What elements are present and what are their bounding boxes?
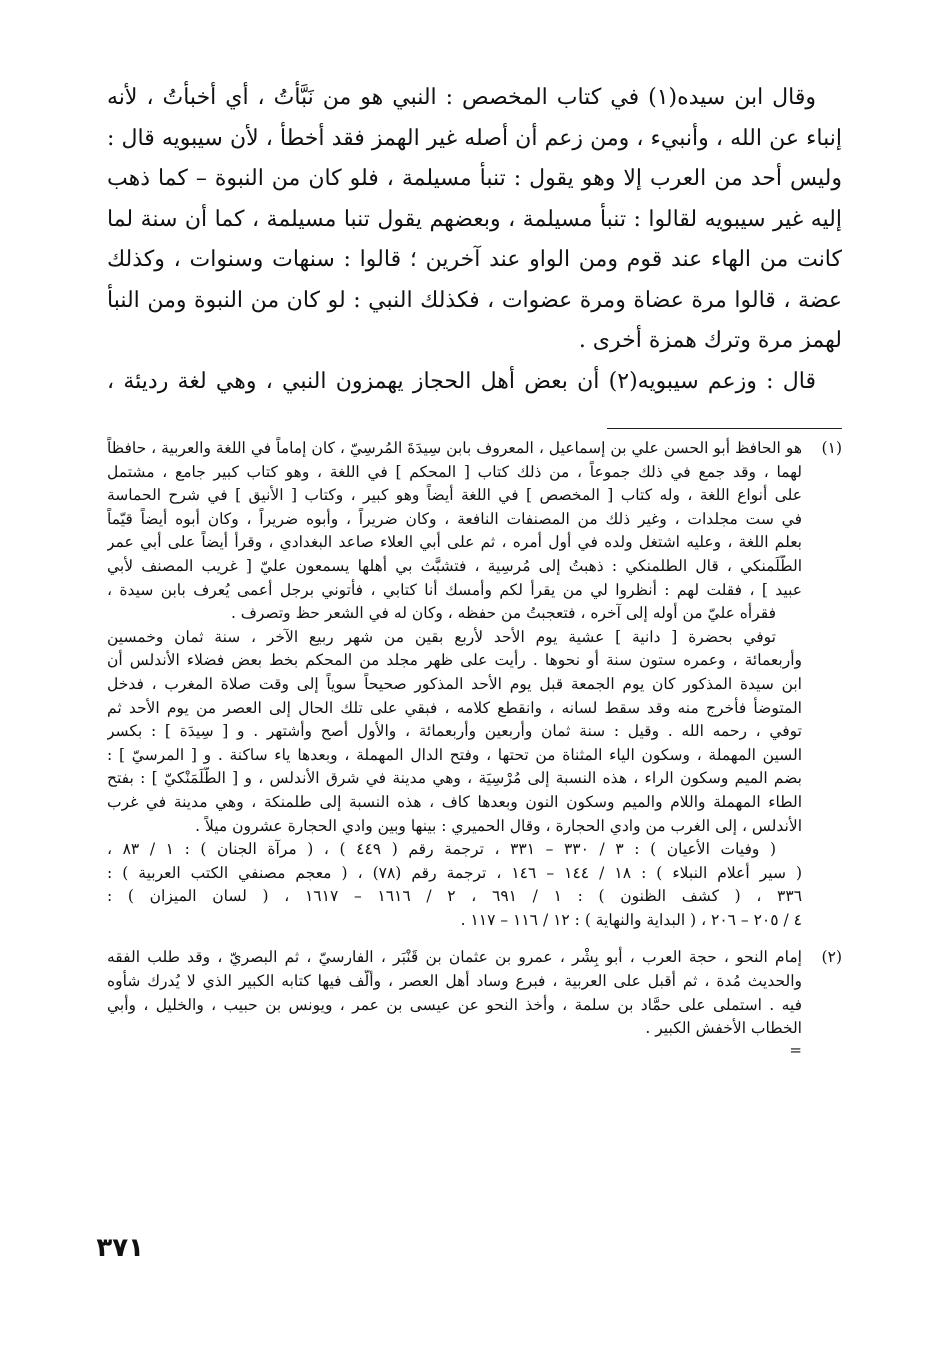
footnote-line: فقرأه عليّ من أوله إلى آخره ، فتعجبتُ من حفظه ، وكان له في الشعر حظ وتصرف . — [230, 604, 776, 623]
body-line: قال : وزعم سيبويه(٢) أن بعض أهل الحجاز يهمزون النبي ، وهي لغة رديئة ، — [107, 368, 816, 394]
footnote-number: (٢) — [821, 948, 842, 967]
footnote-2 — [107, 946, 842, 1060]
footnote-line: على أنواع اللغة ، وله كتاب [ المخصص ] في اللغة أيضاً وهو كبير ، وكتاب [ الأنيق ] في شرح الحماسة — [107, 486, 802, 505]
footnote-line: ٣٣٦ ، ( كشف الظنون ) : ١ / ٦٩١ ، ٢ / ١٦١٦ – ١٦١٧ ، ( لسان الميزان ) : — [107, 887, 802, 906]
main-body-text — [107, 78, 842, 402]
footnote-line: وأربعمائة ، وعمره ستون سنة أو نحوها . رأيت على ظهر مجلد من المحكم بخط بعض فضلاء الأندلس أن — [107, 651, 802, 670]
footnote-line: الطاء المهملة واللام والميم وسكون النون وبعدها كاف ، هذه النسبة إلى طلمنكة ، وهي مدينة في غرب — [107, 792, 802, 811]
body-line: وقال ابن سيده(١) في كتاب المخصص : النبي هو من نَبَّأتُ ، أي أخبأتُ ، لأنه — [107, 85, 817, 110]
footnote-line: توفي ، رحمه الله . وقيل : سنة ثمان وأربعين وأربعمائة ، والأول أصح وأشتهر . و [ سِيدَة ] : بكسر — [107, 722, 802, 741]
footnote-line: فيه . استملى على حمَّاد بن سلمة ، وأخذ النحو عن عيسى بن عمر ، ويونس بن حبيب ، والخليل ، وأبي — [107, 995, 802, 1014]
body-line: عضة ، قالوا مرة عضاة ومرة عضوات ، فكذلك النبي : لو كان من النبوة ومن النبأ — [107, 287, 842, 313]
footnote-paragraph — [107, 946, 802, 1040]
page-number: ٣٧١ — [96, 1233, 144, 1263]
footnote-line: الأندلس ، إلى الغرب من وادي الحجارة ، وقال الحميري : بينها وبين وادي الحجارة عشرون ميلاً . — [195, 816, 802, 835]
footnote-line: ( وفيات الأعيان ) : ٣ / ٣٣٠ – ٣٣١ ، ترجمة رقم ( ٤٤٩ ) ، ( مرآة الجنان ) : ١ / ٨٣ ، — [107, 840, 777, 859]
footnote-line: المتوضأ فأُخرج منه وقد سقط لسانه ، وانقطع كلامه ، فبقي على تلك الحال إلى العصر من يوم الأحد ثم — [107, 698, 802, 717]
body-line: لهمز مرة وترك همزة أخرى . — [578, 328, 842, 353]
footnote-paragraph — [107, 437, 802, 626]
footnote-line: الطَّلَمنكي ، قال الطلمنكي : ذهبتُ إلى مُرسِية ، فتشبَّث بي أهلها يسمعون عليّ [ غريب المصنف لأبي — [107, 556, 802, 575]
footnote-line: والحديث مُدة ، ثم أقبل على العربية ، فبرع وساد أهل العصر ، وألَّف فيها كتابه الكبير الذي لا يُدرك شأْوه — [107, 972, 802, 991]
footnote-line: بضم الميم وسكون الراء ، هذه النسبة إلى مُرْسِيَة ، وهي مدينة في شرق الأندلس ، و [ الطَّلَمَنْكيّ ] : بفتح — [107, 769, 802, 788]
footnote-1 — [107, 437, 842, 932]
body-line: كانت من الهاء عند قوم ومن الواو عند آخرين ؛ قالوا : سنهات وسنوات ، وكذلك — [107, 247, 842, 272]
footnote-line: ( سير أعلام النبلاء ) : ١٨ / ١٤٤ – ١٤٦ ، ترجمة رقم (٧٨) ، ( معجم مصنفي الكتب العربية ) : — [107, 863, 802, 882]
footnote-line: هو الحافظ أبو الحسن علي بن إسماعيل ، المعروف بابن سِيدَةَ المُرسِيّ ، كان إماماً في اللغة والعربية ، حافظاً — [107, 439, 802, 457]
footnote-line: عبيد ] ، فقلت لهم : أنظروا لي من يقرأ لكم وأمسك أنا كتابي ، فأتوني برجل أعمى يُعرف بابن سيدة ، — [107, 580, 802, 599]
footnote-paragraph — [107, 626, 802, 838]
body-line: إليه غير سيبويه لقالوا : تنبأ مسيلمة ، وبعضهم يقول تنبا مسيلمة ، كما أن سنة لما — [107, 206, 842, 232]
footnote-line: في ست مجلدات ، وغير ذلك من المصنفات النافعة ، وكان ضريراً ، وأبوه ضريراً ، وكان أبوه أيضاً قيّماً — [107, 509, 802, 528]
footnote-line: السين المهملة ، وسكون الياء المثناة من تحتها ، وفتح الدال المهملة ، وبعدها ياء ساكنة . و [ المرسيّ ] : — [107, 745, 802, 764]
footnote-line: بعلم اللغة ، وعليه اشتغل ولده في أول أمره ، ثم على أبي العلاء صاعد البغدادي ، وقرأ أيضاً على أبي عمر — [107, 533, 802, 552]
body-line: وليس أحد من العرب إلا وهو يقول : تنبأ مسيلمة ، فلو كان من النبوة – كما ذهب — [107, 166, 842, 191]
continuation-mark: = — [789, 1041, 802, 1060]
footnote-separator — [607, 428, 842, 429]
footnotes-section — [107, 437, 842, 1060]
footnote-references — [107, 838, 802, 932]
footnote-line: ٤ / ٢٠٥ – ٢٠٦ ، ( البداية والنهاية ) : ١٢ / ١١٦ – ١١٧ . — [460, 910, 802, 929]
footnote-number: (١) — [821, 439, 842, 457]
footnote-line: ابن سيدة المذكور كان يوم الجمعة قبل يوم الأحد المذكور صحيحاً سوياً إلى وقت صلاة المغرب ، فدخل — [107, 674, 802, 693]
footnote-line: الخطاب الأخفش الكبير . — [645, 1019, 802, 1038]
footnote-line: لهما ، وقد جمع في ذلك جموعاً ، من ذلك كتاب [ المحكم ] في اللغة ، وهو كتاب كبير جامع ، مشتمل — [107, 462, 802, 481]
body-line: إنباء عن الله ، وأنبيء ، ومن زعم أن أصله غير الهمز فقد أخطأ ، لأن سيبويه قال : — [107, 125, 842, 151]
footnote-line: إمام النحو ، حجة العرب ، أبو بِشْر ، عمرو بن عثمان بن قَنْبَر ، الفارسيّ ، ثم البصريّ ، وقد طلب الفقه — [107, 948, 802, 967]
footnote-line: توفي بحضرة [ دانية ] عشية يوم الأحد لأربع بقين من شهر ربيع الآخر ، سنة ثمان وخمسين — [107, 627, 776, 646]
